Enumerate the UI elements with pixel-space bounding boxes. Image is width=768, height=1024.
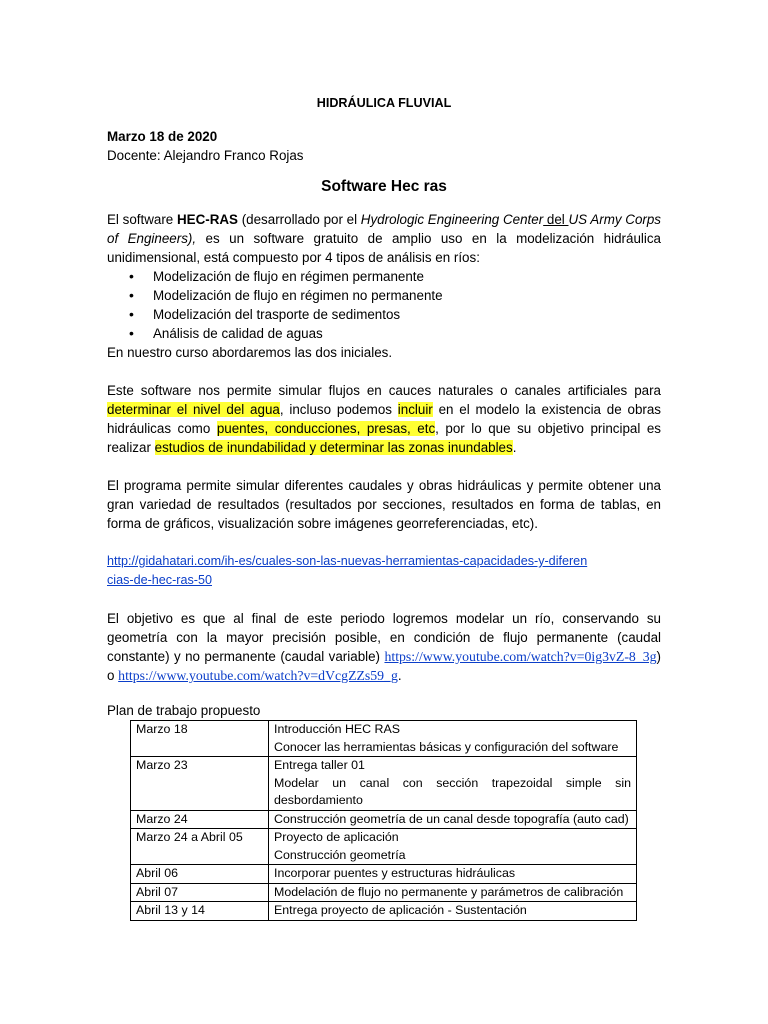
highlight-structures: puentes, conducciones, presas, etc — [216, 421, 436, 436]
paragraph-results: El programa permite simular diferentes caudales y obras hidráulicas y permite obtener una gran variedad de resultados (resultados por secciones, resultados en forma de tablas, en forma de gráficos, visualización sobre imágenes georreferenciadas, etc). — [107, 478, 661, 531]
plan-date-cell: Abril 06 — [131, 865, 269, 884]
table-row — [131, 810, 637, 829]
plan-activity-cell — [269, 757, 637, 811]
table-row — [131, 883, 637, 902]
plan-date-cell: Marzo 23 — [131, 757, 269, 811]
plan-activity-line: Introducción HEC RAS — [274, 722, 401, 736]
table-row — [131, 865, 637, 884]
plan-activity-line: Construcción geometría — [274, 847, 406, 862]
intro-text-a: El software — [107, 212, 177, 227]
para2-text-c: , incluso podemos — [279, 402, 398, 417]
plan-table — [130, 720, 637, 921]
document-title: HIDRÁULICA FLUVIAL — [316, 96, 452, 110]
plan-activity-line: Modelación de flujo no permanente y parámetros de calibración — [274, 884, 624, 899]
plan-activity-line: Conocer las herramientas básicas y configuración del software — [274, 739, 619, 754]
youtube-link-2[interactable]: https://www.youtube.com/watch?v=dVcgZZs59_g — [118, 668, 398, 683]
plan-activity-line: Incorporar puentes y estructuras hidráulicas — [274, 866, 516, 880]
document-date: Marzo 18 de 2020 — [107, 129, 218, 144]
plan-activity-line: Construcción geometría de un canal desde topografía (auto cad) — [274, 811, 629, 826]
plan-title: Plan de trabajo propuesto — [107, 703, 261, 718]
intro-usace-name: US Army Corps of Engineers), — [107, 212, 661, 246]
section-title: Software Hec ras — [321, 178, 447, 195]
plan-activity-cell — [269, 902, 637, 921]
plan-activity-cell — [269, 721, 637, 757]
paragraph-objective-simulation — [107, 381, 661, 457]
highlight-include: incluir — [397, 402, 433, 417]
para2-text-e: en el modelo la existencia de obras hidráulicas como — [107, 402, 662, 436]
intro-paragraph — [107, 210, 661, 267]
highlight-flood-studies: estudios de inundabilidad y determinar las zonas inundables — [154, 440, 513, 455]
plan-activity-line: Entrega proyecto de aplicación - Sustentación — [274, 903, 527, 917]
analysis-types-list — [107, 267, 661, 343]
plan-activity-cell — [269, 883, 637, 902]
plan-activity-cell — [269, 810, 637, 829]
para4-text-b: ) o — [107, 649, 661, 683]
intro-closing: En nuestro curso abordaremos las dos iniciales. — [107, 345, 393, 360]
plan-activity-cell — [269, 865, 637, 884]
para2-text-g: , por lo que su objetivo principal es realizar — [107, 421, 661, 455]
paragraph-goal — [107, 609, 661, 685]
intro-hec-name: Hydrologic Engineering Center — [360, 212, 544, 227]
highlight-water-level: determinar el nivel del agua — [107, 402, 280, 417]
plan-activity-line: Proyecto de aplicación — [274, 830, 399, 844]
gidahatari-link[interactable]: http://gidahatari.com/ih-es/cuales-son-las-nuevas-herramientas-capacidades-y-diferencias-de-hec-ras-50 — [107, 554, 588, 587]
intro-hecras-bold: HEC-RAS — [176, 212, 238, 227]
table-row — [131, 721, 637, 757]
intro-text-del: del — [543, 212, 569, 227]
plan-date-cell: Abril 07 — [131, 883, 269, 902]
intro-text-c: (desarrollado por el — [237, 212, 361, 227]
document-teacher: Docente: Alejandro Franco Rojas — [107, 148, 304, 163]
list-item: • Modelización de flujo en régimen permanente — [129, 267, 661, 286]
plan-date-cell: Marzo 24 a Abril 05 — [131, 829, 269, 865]
table-row — [131, 829, 637, 865]
plan-activity-line: Modelar un canal con sección trapezoidal simple sin desbordamiento — [274, 775, 631, 807]
gidahatari-link-paragraph — [107, 552, 661, 590]
list-item: • Modelización del trasporte de sedimentos — [129, 305, 661, 324]
table-row — [131, 902, 637, 921]
plan-date-cell: Abril 13 y 14 — [131, 902, 269, 921]
intro-text-g: es un software gratuito de amplio uso en la modelización hidráulica unidimensional, está compuesto por 4 tipos de análisis en ríos: — [107, 231, 661, 265]
youtube-link-1[interactable]: https://www.youtube.com/watch?v=0ig3vZ-8_3g — [384, 649, 657, 664]
plan-date-cell: Marzo 24 — [131, 810, 269, 829]
plan-date-cell: Marzo 18 — [131, 721, 269, 757]
para2-text-a: Este software nos permite simular flujos en cauces naturales o canales artificiales para — [107, 383, 661, 398]
plan-activity-cell — [269, 829, 637, 865]
list-item: • Modelización de flujo en régimen no permanente — [129, 286, 661, 305]
table-row — [131, 757, 637, 811]
plan-activity-line: Entrega taller 01 — [274, 758, 365, 772]
para2-text-i: . — [512, 440, 517, 455]
para4-text-c: . — [397, 668, 402, 683]
para4-text-a: El objetivo es que al final de este periodo logremos modelar un río, conservando su geometría con la mayor precisión posible, en condición de flujo permanente (caudal constante) y no permanente (caudal variable) — [107, 611, 661, 664]
list-item: • Análisis de calidad de aguas — [129, 324, 661, 343]
